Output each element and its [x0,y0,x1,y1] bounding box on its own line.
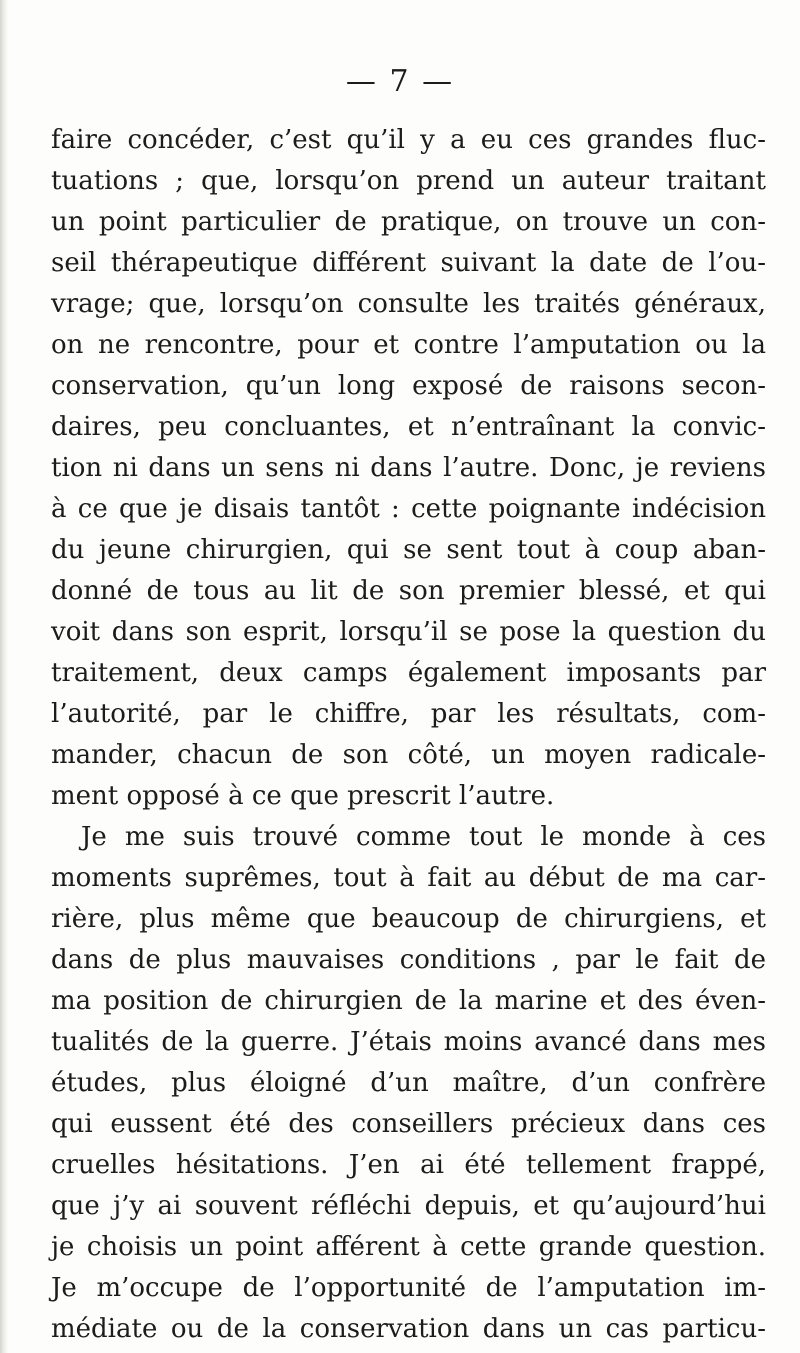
text-line: l’autorité, par le chiffre, par les résultats, com- [51,699,766,729]
text-line: traitement, deux camps également imposants par [51,658,766,688]
text-line: je choisis un point afférent à cette grande question. [51,1232,766,1262]
text-line: que j’y ai souvent réfléchi depuis, et qu’aujourd’hui [51,1191,766,1221]
text-line: mander, chacun de son côté, un moyen radicale- [51,740,766,770]
text-line: rière, plus même que beaucoup de chirurgiens, et [51,904,766,934]
page-number: — 7 — [345,64,455,99]
text-line: ment opposé à ce que prescrit l’autre. [51,781,555,811]
text-line: un point particulier de pratique, on trouve un con- [51,207,766,237]
text-line: daires, peu concluantes, et n’entraînant la convic- [51,412,766,442]
text-line: à ce que je disais tantôt : cette poignante indécision [51,494,766,524]
text-line: donné de tous au lit de son premier blessé, et qui [51,576,766,606]
text-line: ma position de chirurgien de la marine et des éven- [51,986,766,1016]
text-line: Je me suis trouvé comme tout le monde à ces [81,822,766,852]
page-binding-edge [0,0,8,1353]
text-line: dans de plus mauvaises conditions , par le fait de [51,945,766,975]
text-line: études, plus éloigné d’un maître, d’un confrère [51,1068,766,1098]
text-line: vrage; que, lorsqu’on consulte les traités généraux, [51,289,766,319]
text-line: qui eussent été des conseillers précieux dans ces [51,1109,766,1139]
text-line: tualités de la guerre. J’étais moins avancé dans mes [51,1027,766,1057]
text-line: on ne rencontre, pour et contre l’amputation ou la [51,330,766,360]
text-line: faire concéder, c’est qu’il y a eu ces grandes fluc- [51,125,766,155]
text-line: médiate ou de la conservation dans un cas particu- [51,1314,766,1344]
text-line: cruelles hésitations. J’en ai été tellement frappé, [51,1150,766,1180]
text-line: Je m’occupe de l’opportunité de l’amputation im- [51,1273,766,1303]
text-line: tuations ; que, lorsqu’on prend un auteur traitant [51,166,766,196]
body-text [51,120,766,1350]
text-line: voit dans son esprit, lorsqu’il se pose la question du [51,617,766,647]
text-line: conservation, qu’un long exposé de raisons secon- [51,371,766,401]
text-line: seil thérapeutique différent suivant la date de l’ou- [51,248,766,278]
text-line: tion ni dans un sens ni dans l’autre. Donc, je reviens [51,453,766,483]
text-line: moments suprêmes, tout à fait au début de ma car- [51,863,766,893]
text-line: du jeune chirurgien, qui se sent tout à coup aban- [51,535,766,565]
